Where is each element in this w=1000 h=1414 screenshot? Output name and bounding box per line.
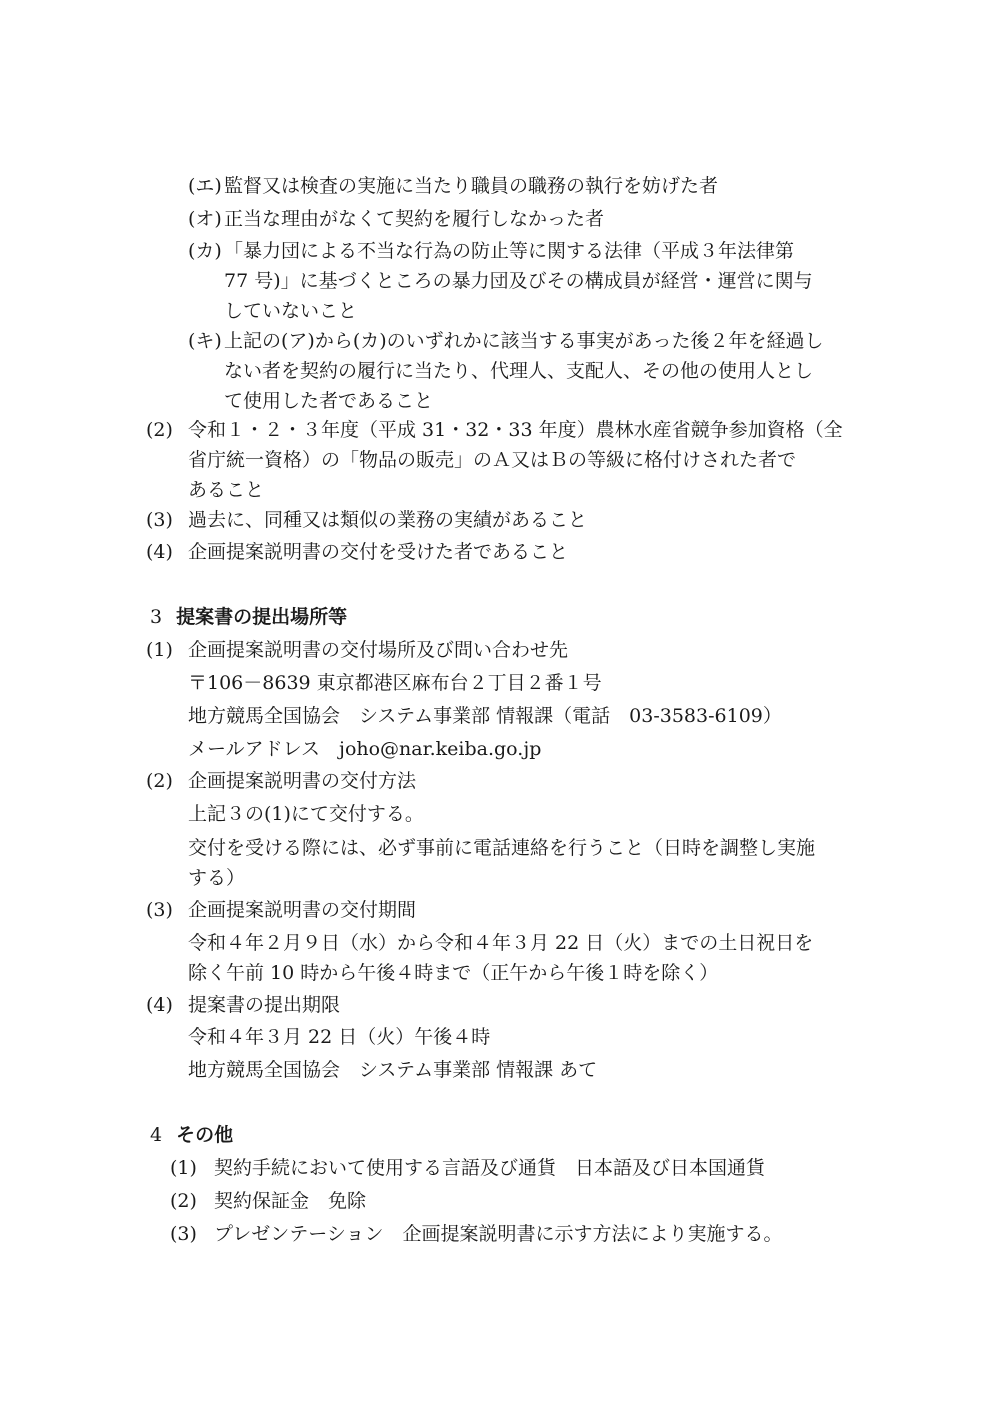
sub-item-o <box>188 204 868 234</box>
section3-item-3 <box>146 895 868 925</box>
email-address: メールアドレス joho@nar.keiba.go.jp <box>188 738 542 760</box>
section3-item-1 <box>146 635 868 665</box>
section-title: 提案書の提出場所等 <box>176 606 348 628</box>
section3-item-2 <box>146 766 868 796</box>
item-text: 過去に、同種又は類似の業務の実績があること <box>188 509 588 531</box>
sub-item-marker: (エ) <box>188 175 222 197</box>
item-marker: (3) <box>146 899 173 921</box>
delivery-note: 交付を受ける際には、必ず事前に電話連絡を行うこと（日時を調整し実施 する） <box>188 837 816 889</box>
postal-address: 〒106－8639 東京都港区麻布台２丁目２番１号 <box>188 672 602 694</box>
item-marker: (4) <box>146 994 173 1016</box>
delivery-period: 令和４年２月９日（水）から令和４年３月 22 日（火）までの土日祝日を 除く午前 10 時から午後４時まで（正午から午後１時を除く） <box>188 932 814 984</box>
contact-department: 地方競馬全国協会 システム事業部 情報課（電話 03-3583-6109） <box>188 705 782 727</box>
section4-item-2 <box>170 1186 870 1216</box>
sub-item-marker: (オ) <box>188 208 222 230</box>
section4-heading <box>150 1120 233 1150</box>
sub-item-ki <box>188 326 868 416</box>
submission-deadline: 令和４年３月 22 日（火）午後４時 <box>188 1026 491 1048</box>
item-label: 企画提案説明書の交付期間 <box>188 899 417 921</box>
item-marker: (3) <box>146 509 173 531</box>
section4-item-3 <box>170 1219 870 1249</box>
section2-item-3 <box>146 505 868 535</box>
section-number: 4 <box>150 1124 163 1146</box>
item-label: 提案書の提出期限 <box>188 994 341 1016</box>
sub-item-text: 上記の(ア)から(カ)のいずれかに該当する事実があった後２年を経過し ない者を契約の履行に当たり、代理人、支配人、その他の使用人とし て使用した者であること <box>224 330 824 412</box>
item-text: プレゼンテーション 企画提案説明書に示す方法により実施する。 <box>214 1223 783 1245</box>
section3-item-4 <box>146 990 868 1020</box>
sub-item-ka <box>188 236 868 326</box>
sub-item-text: 監督又は検査の実施に当たり職員の職務の執行を妨げた者 <box>224 175 719 197</box>
sub-item-text: 「暴力団による不当な行為の防止等に関する法律（平成３年法律第 77 号)」に基づくところの暴力団及びその構成員が経営・運営に関与 していないこと <box>224 240 813 322</box>
item-marker: (2) <box>170 1190 197 1212</box>
item-text: 契約保証金 免除 <box>214 1190 367 1212</box>
section-title: その他 <box>176 1124 234 1146</box>
item-marker: (3) <box>170 1223 197 1245</box>
item-text: 契約手続において使用する言語及び通貨 日本語及び日本国通貨 <box>214 1157 766 1179</box>
sub-item-text: 正当な理由がなくて契約を履行しなかった者 <box>224 208 605 230</box>
sub-item-marker: (キ) <box>188 330 222 352</box>
section-number: 3 <box>150 606 163 628</box>
delivery-method: 上記３の(1)にて交付する。 <box>188 803 424 825</box>
sub-item-e <box>188 171 868 201</box>
section2-item-4 <box>146 537 868 567</box>
section3-heading <box>150 602 347 632</box>
submission-recipient: 地方競馬全国協会 システム事業部 情報課 あて <box>188 1059 598 1081</box>
item-marker: (1) <box>170 1157 197 1179</box>
section2-item-2 <box>146 415 868 505</box>
item-marker: (1) <box>146 639 173 661</box>
item-text: 企画提案説明書の交付を受けた者であること <box>188 541 569 563</box>
item-marker: (4) <box>146 541 173 563</box>
sub-item-marker: (カ) <box>188 240 222 262</box>
item-label: 企画提案説明書の交付方法 <box>188 770 417 792</box>
section4-item-1 <box>170 1153 870 1183</box>
item-text: 令和１・２・３年度（平成 31・32・33 年度）農林水産省競争参加資格（全 省庁統一資格）の「物品の販売」のＡ又はＢの等級に格付けされた者で あること <box>188 419 843 501</box>
item-label: 企画提案説明書の交付場所及び問い合わせ先 <box>188 639 569 661</box>
item-marker: (2) <box>146 770 173 792</box>
item-marker: (2) <box>146 419 173 441</box>
